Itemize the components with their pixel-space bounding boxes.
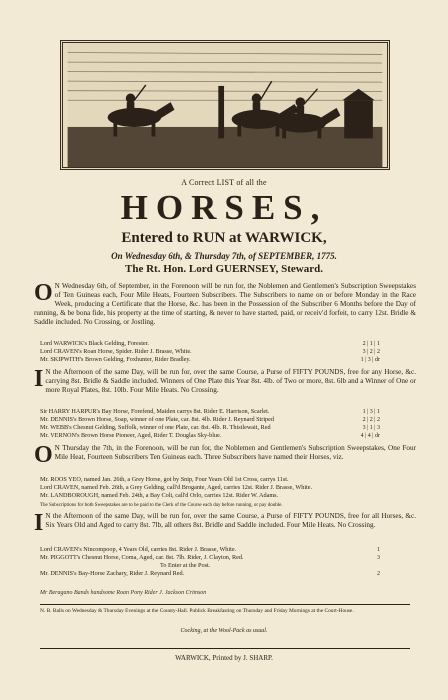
race-3-entries	[40, 476, 400, 500]
race-4-description	[34, 512, 416, 534]
balls-note: N. B. Balls on Wednesday & Thursday Evenings at the County-Hall. Publick Breakfasting on Thursday and Friday Mornings at the Court-House.	[40, 608, 354, 614]
list-item: Lord CRAVEN, named Feb. 26th, a Grey Gelding, call'd Brogante, Aged, carries 12st. Rider J. Brasse, White.	[40, 484, 313, 491]
list-item: Mr. LANDBOROUGH, named Feb. 24th, a Bay Colt, call'd Orlo, carries 12st. Rider W. Adams.	[40, 492, 279, 499]
race-2-description	[34, 368, 416, 395]
race-2-entries	[40, 408, 400, 440]
entered-heading: Entered to RUN at WARWICK,	[121, 230, 327, 246]
drop-cap-i2: I	[34, 510, 44, 536]
divider	[40, 648, 410, 649]
handwritten-entry: Mr Beragano Bands handsome Roan Pony Rider J. Jackson Crimson	[40, 590, 207, 596]
page-title: HORSES,	[120, 188, 328, 227]
woodcut-illustration	[63, 43, 387, 167]
cocking-note: Cocking, at the Wool-Pack as usual.	[180, 628, 268, 634]
list-item: Mr. ROOS YEO, named Jan. 26th, a Grey Horse, got by Snip, Four Years Old 1st Cross, carrys 11st.	[40, 476, 289, 483]
drop-cap-i: I	[34, 366, 44, 392]
steward-line: The Rt. Hon. Lord GUERNSEY, Steward.	[125, 263, 323, 275]
subscription-note: The Subscriptions for both Sweepstakes are to be paid to the Clerk of the Course each day before running, or pay double.	[40, 503, 283, 508]
list-item: Lord CRAVEN's Nincompoop, 4 Years Old, carries 8st. Rider J. Brasse, White. 1	[40, 546, 380, 553]
race-4-entries	[40, 546, 400, 578]
list-item: Mr. SKIPWITH's Brown Gelding, Foxhunter, Rider Bradley. 1 | 3 | dr	[40, 356, 380, 363]
race-1-entries	[40, 340, 400, 364]
list-item: Lord WARWICK's Black Gelding, Forester. 2 | 1 | 1	[40, 340, 380, 347]
race-4-text: N the Afternoon of the same Day, will be run for, over the same Course, a Purse of FIFTY POUNDS, free for all Horses, &c. Six Years Old and Aged to carry 8st. 7lb, all others 8st. Bridle and Saddle included. Four Mile Heats. No Crossing.	[45, 512, 416, 529]
printer-imprint: WARWICK, Printed by J. SHARP.	[175, 654, 273, 662]
race-1-text: N Wednesday 6th, of September, in the Forenoon will be run for, the Noblemen and Gentlemen's Subscription Sweepstakes of Ten Guineas each, Four Mile Heats, Fourteen Subscribers. The Subscribers to name on or before Monday in the Race Week, producing a Certificate that the Horse, &c. has been in the Possession of the Subscriber 6 Months before the Day of running, & be bona fide, his property at the time of starting, & never to have started, paid, or receiv'd forfeit, to carry 12st. Bridle & Saddle included. No Crossing, or Jostling.	[34, 282, 416, 326]
race-3-description	[34, 444, 416, 466]
list-item: Mr. DENNIS's Brown Horse, Soap, winner of one Plate, car. 8st. 4lb. Rider J. Reynard Striped 2 | 2 | 2	[40, 416, 380, 423]
race-2-text: N the Afternoon of the same Day, will be run for, over the same Course, a Purse of FIFTY POUNDS, free for any Horse, &c. carrying 8st. Bridle & Saddle included. Winners of One Plate this Year 8st. 4lb. of Two or more, 8st. 6lb and a Winner of One or more Royal Plates, 8st. 10lb. Four Mile Heats. No Crossing.	[45, 368, 416, 394]
horse-race-woodcut	[60, 40, 390, 170]
list-item: Mr. PIGGOTT's Chesnut Horse, Coma, Aged, car. 8st. 7lb. Rider, J. Clayton, Red. 3	[40, 554, 380, 561]
race-1-description	[34, 282, 416, 327]
race-3-text: N Thursday the 7th, in the Forenoon, will be run for, the Noblemen and Gentlemen's Subscription Sweepstakes, One Four Mile Heat, Fourteen Subscribers Ten Guineas each. Three Subscribers have named their Horses, viz.	[54, 444, 416, 461]
list-item: To Enter at the Post.	[160, 562, 211, 569]
list-item: Mr. DENNIS's Bay-Horse Zachary, Rider J. Reynard Red. 2	[40, 570, 380, 577]
list-item: Mr. VERNON's Brown Horse Pioneer, Aged, Rider T. Douglas Sky-blue. 4 | 4 | dr	[40, 432, 380, 439]
race-dates: On Wednesday 6th, & Thursday 7th, of SEPTEMBER, 1775.	[111, 251, 337, 261]
drop-cap-o2: O	[34, 442, 53, 468]
list-item: Mr. WEBB's Chesnut Gelding, Suffolk, winner of one Plate, car. 8st. 4lb. R. Thistlewait, Red 3 | 1 | 3	[40, 424, 380, 431]
list-item: Sir HARRY HARPUR's Bay Horse, Forefend, Maiden carrys 8st. Rider E. Harrison, Scarlet. 1 | 3 | 1	[40, 408, 380, 415]
drop-cap-o: O	[34, 280, 53, 306]
divider	[40, 604, 410, 605]
list-item: Lord CRAVEN's Roan Horse, Spider. Rider J. Brasse, White. 3 | 2 | 2	[40, 348, 380, 355]
correct-list-heading: A Correct LIST of all the	[181, 178, 267, 187]
